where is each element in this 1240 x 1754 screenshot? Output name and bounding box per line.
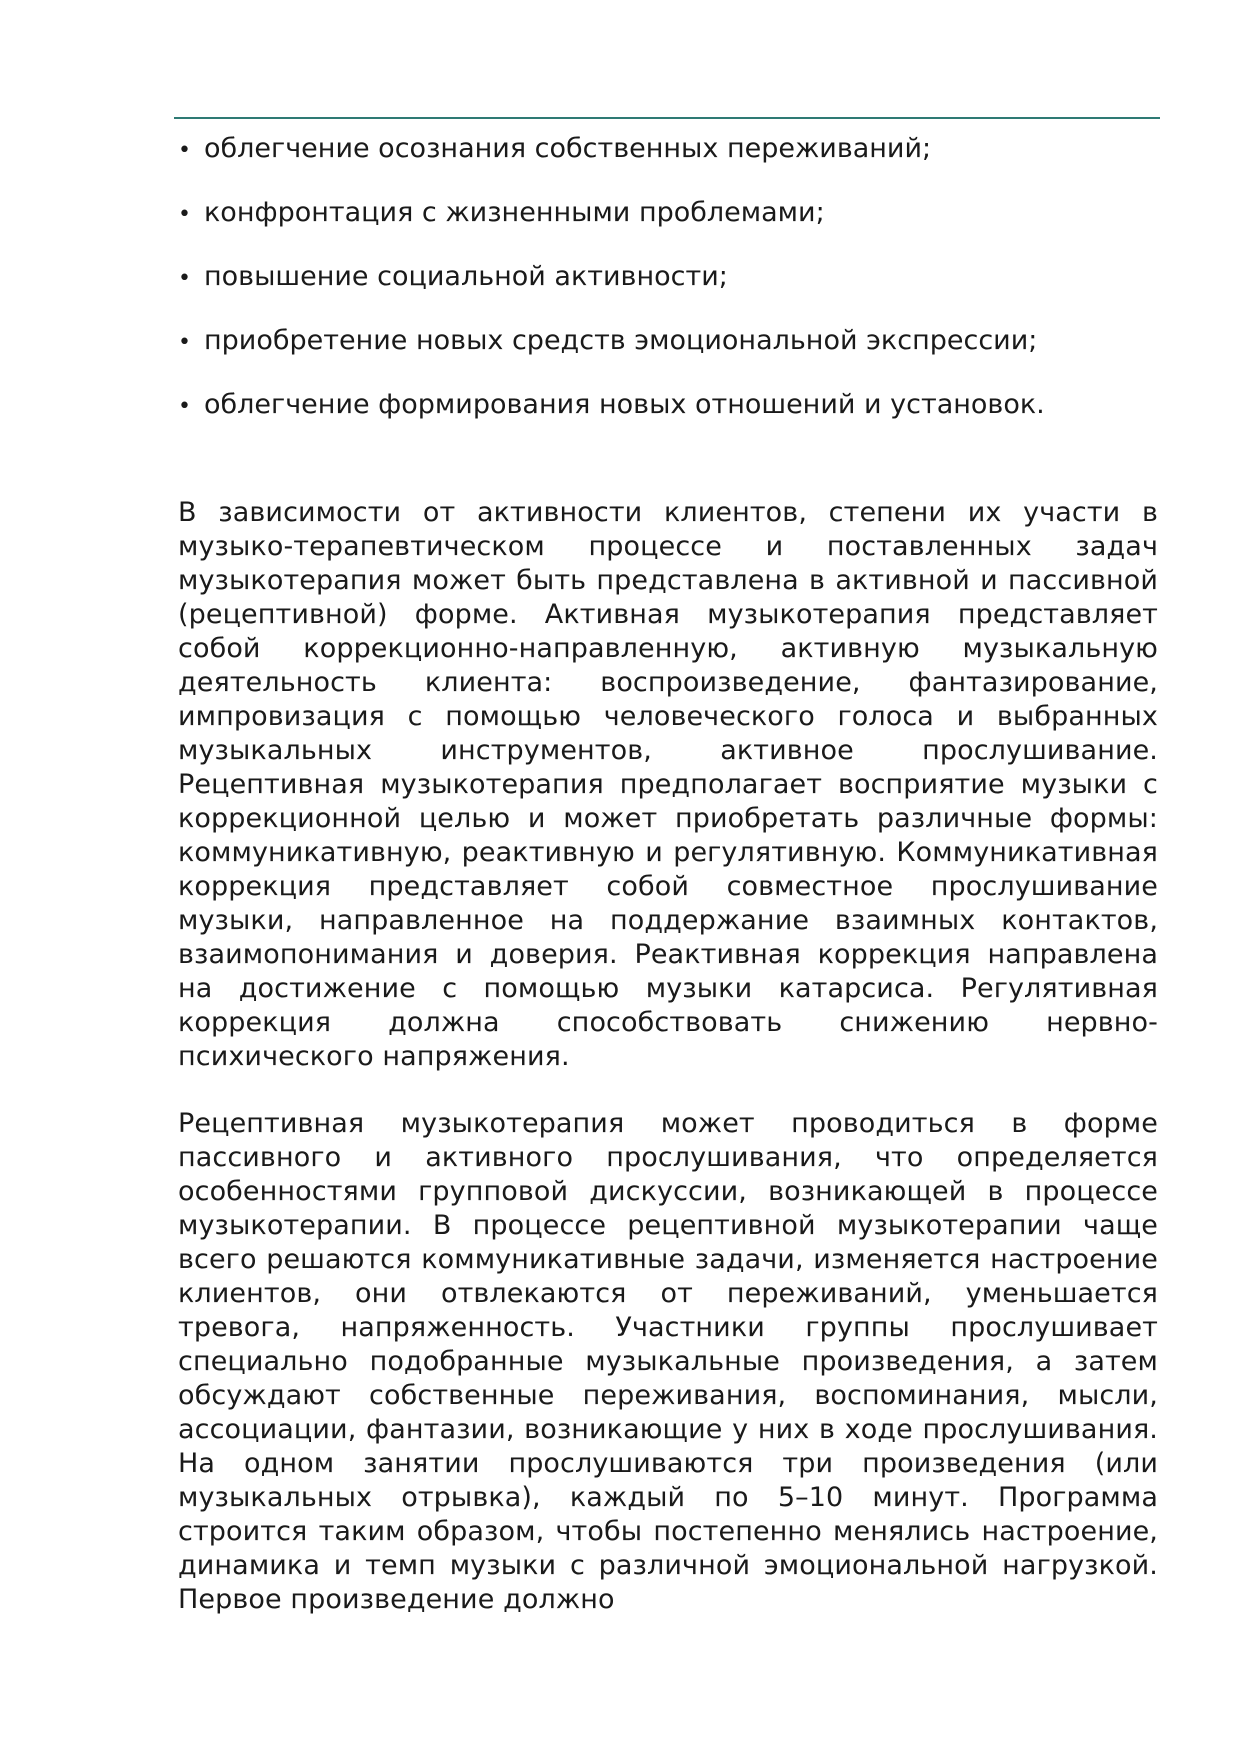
- bullet-marker: •: [178, 330, 191, 355]
- bullet-text: облегчение формирования новых отношений и установок.: [204, 389, 1045, 420]
- list-item: [178, 252, 1158, 316]
- list-item: [178, 316, 1158, 380]
- bullet-marker: •: [178, 394, 191, 419]
- bullet-marker: •: [178, 202, 191, 227]
- body-paragraph-2: Рецептивная музыкотерапия может проводиться в форме пассивного и активного прослушивания, что определяется особенностями групповой дискуссии, возникающей в процессе музыкотерапии. В процессе рецептивной музыкотерапии чаще всего решаются коммуникативные задачи, изменяется настроение клиентов, они отвлекаются от переживаний, уменьшается тревога, напряженность. Участники группы прослушивает специально подобранные музыкальные произведения, а затем обсуждают собственные переживания, воспоминания, мысли, ассоциации, фантазии, возникающие у них в ходе прослушивания. На одном занятии прослушиваются три произведения (или музыкальных отрывка), каждый по 5–10 минут. Программа строится таким образом, чтобы постепенно менялись настроение, динамика и темп музыки с различной эмоциональной нагрузкой. Первое произведение должно: [178, 1108, 1158, 1615]
- list-item: [178, 124, 1158, 188]
- bullet-text: облегчение осознания собственных переживаний;: [204, 133, 932, 164]
- bullet-marker: •: [178, 138, 191, 163]
- list-item: [178, 188, 1158, 252]
- body-paragraph-1: В зависимости от активности клиентов, степени их участи в музыко-терапевтическом процессе и поставленных задач музыкотерапия может быть представлена в активной и пассивной (рецептивной) форме. Активная музыкотерапия представляет собой коррекционно-направленную, активную музыкальную деятельность клиента: воспроизведение, фантазирование, импровизация с помощью человеческого голоса и выбранных музыкальных инструментов, активное прослушивание. Рецептивная музыкотерапия предполагает восприятие музыки с коррекционной целью и может приобретать различные формы: коммуникативную, реактивную и регулятивную. Коммуникативная коррекция представляет собой совместное прослушивание музыки, направленное на поддержание взаимных контактов, взаимопонимания и доверия. Реактивная коррекция направлена на достижение с помощью музыки катарсиса. Регулятивная коррекция должна способствовать снижению нервно-психического напряжения.: [178, 497, 1158, 1072]
- bullet-text: приобретение новых средств эмоциональной экспрессии;: [204, 325, 1038, 356]
- list-item: [178, 380, 1158, 444]
- bullet-marker: •: [178, 266, 191, 291]
- bullet-text: повышение социальной активности;: [204, 261, 728, 292]
- header-rule: [174, 117, 1160, 119]
- bullet-text: конфронтация с жизненными проблемами;: [204, 197, 825, 228]
- bullet-list: [178, 124, 1158, 444]
